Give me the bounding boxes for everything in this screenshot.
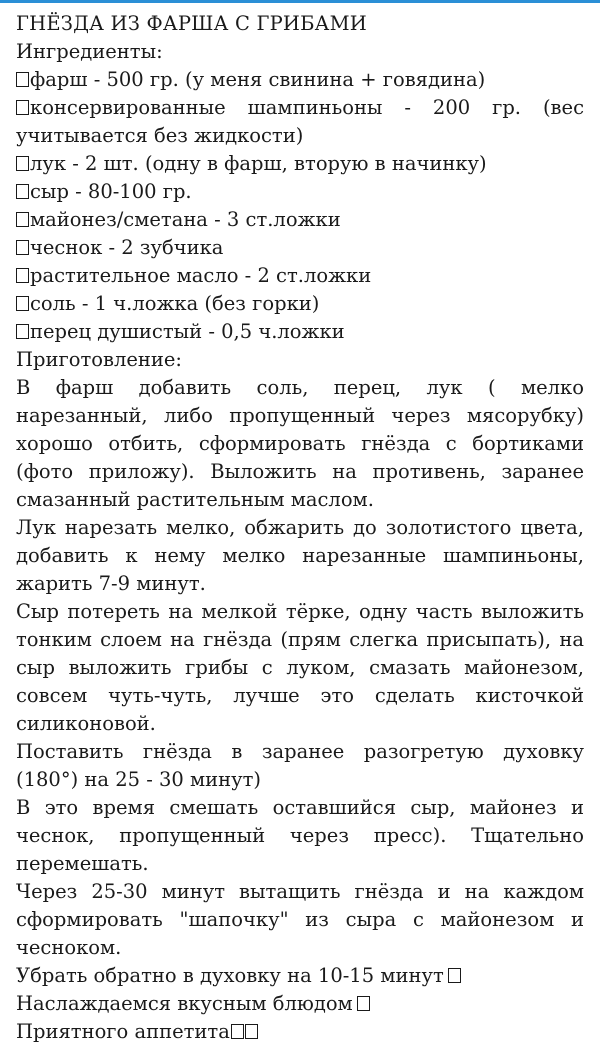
checkbox-icon (16, 324, 29, 339)
preparation-step: Через 25-30 минут вытащить гнёзда и на каждом сформировать "шапочку" из сыра с майонезом и чесноком. (16, 880, 584, 959)
ingredient-item: сыр - 80-100 гр. (16, 178, 584, 206)
preparation-step: В это время смешать оставшийся сыр, майонез и чеснок, пропущенный через пресс). Тщательно перемешать. (16, 796, 584, 875)
checkbox-icon (16, 156, 29, 171)
closing-line: Наслаждаемся вкусным блюдом (16, 990, 584, 1018)
recipe-title: ГНЁЗДА ИЗ ФАРША С ГРИБАМИ (16, 12, 367, 35)
ingredient-item: чеснок - 2 зубчика (16, 234, 584, 262)
checkbox-icon (16, 240, 29, 255)
ingredients-list (16, 66, 584, 346)
checkbox-icon (16, 184, 29, 199)
recipe-document (16, 10, 584, 1046)
checkbox-icon (16, 268, 29, 283)
ingredient-item: фарш - 500 гр. (у меня свинина + говядина) (16, 66, 584, 94)
checkbox-icon (16, 72, 29, 87)
emoji-placeholder-icon (231, 1024, 244, 1039)
closing-line: Приятного аппетита (16, 1018, 584, 1046)
preparation-step: В фарш добавить соль, перец, лук ( мелко нарезанный, либо пропущенный через мясорубку) хорошо отбить, сформировать гнёзда с бортиками (фото приложу). Выложить на противень, заранее смазанный растительным маслом. (16, 376, 584, 511)
preparation-heading: Приготовление: (16, 348, 182, 371)
emoji-placeholder-icon (245, 1024, 258, 1039)
checkbox-icon (16, 212, 29, 227)
ingredient-item: соль - 1 ч.ложка (без горки) (16, 290, 584, 318)
ingredients-heading: Ингредиенты: (16, 40, 163, 63)
checkbox-icon (16, 296, 29, 311)
closing-line: Убрать обратно в духовку на 10-15 минут (16, 962, 584, 990)
emoji-placeholder-icon (448, 968, 461, 983)
preparation-step: Лук нарезать мелко, обжарить до золотистого цвета, добавить к нему мелко нарезанные шампиньоны, жарить 7-9 минут. (16, 516, 584, 595)
checkbox-icon (16, 100, 29, 115)
top-accent-rule (0, 0, 600, 3)
ingredient-item: лук - 2 шт. (одну в фарш, вторую в начинку) (16, 150, 584, 178)
preparation-step: Поставить гнёзда в заранее разогретую духовку (180°) на 25 - 30 минут) (16, 740, 584, 791)
ingredient-item: консервированные шампиньоны - 200 гр. (вес учитывается без жидкости) (16, 96, 584, 147)
ingredient-item: растительное масло - 2 ст.ложки (16, 262, 584, 290)
emoji-placeholder-icon (357, 996, 370, 1011)
ingredient-item: майонез/сметана - 3 ст.ложки (16, 206, 584, 234)
ingredient-item: перец душистый - 0,5 ч.ложки (16, 318, 584, 346)
preparation-step: Сыр потереть на мелкой тёрке, одну часть выложить тонким слоем на гнёзда (прям слегка присыпать), на сыр выложить грибы с луком, смазать майонезом, совсем чуть-чуть, лучше это сделать кисточкой силиконовой. (16, 600, 584, 735)
preparation-steps (16, 374, 584, 962)
